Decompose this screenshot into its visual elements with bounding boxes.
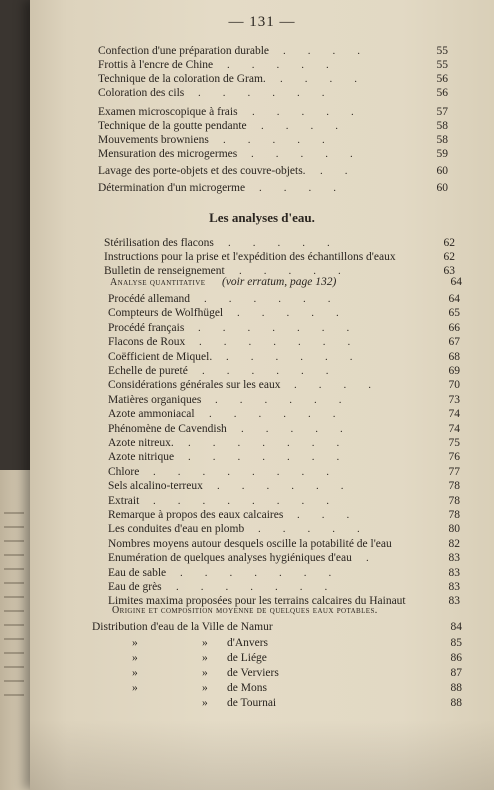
subhead-quantitative <box>110 275 490 289</box>
toc-entry-title: Echelle de pureté <box>108 365 188 377</box>
toc-entry-row <box>108 321 470 335</box>
leader-dots: . . . <box>297 509 350 521</box>
leader-dots: . . . . <box>259 182 336 194</box>
toc-entry-page-number: 77 <box>448 465 460 478</box>
leader-dots: . . . . . . . <box>188 451 340 464</box>
ditto-mark: » <box>132 652 138 664</box>
leader-dots: . . . . . <box>239 265 341 277</box>
leader-dots <box>420 594 424 608</box>
toc-entry-page-number: 74 <box>448 422 460 435</box>
leader-dots: . . . . . . <box>198 87 325 99</box>
toc-entry-title: Mensuration des microgermes <box>98 148 238 160</box>
leader-dots: . . . . . <box>251 148 353 160</box>
toc-entry-title: Azote nitreux. <box>108 437 174 449</box>
distribution-page-number: 88 <box>450 697 462 709</box>
toc-entry-page-number: 83 <box>448 581 460 593</box>
distribution-row <box>92 681 472 695</box>
toc-entry-row <box>108 508 470 522</box>
page-number: — 131 — <box>228 14 296 30</box>
toc-entry-page-number: 67 <box>448 336 460 349</box>
toc-entry-row <box>108 551 470 565</box>
toc-entry-page-number: 60 <box>436 182 448 194</box>
leader-dots: . . . . . <box>223 134 325 146</box>
toc-entry-page-number: 60 <box>436 165 448 177</box>
toc-entry-row <box>98 133 458 147</box>
leader-dots: . . . . <box>261 120 338 132</box>
toc-entry-row <box>108 566 470 580</box>
toc-entry-title: Limites maxima proposées pour les terrains calcaires du Hainaut <box>108 595 406 608</box>
leader-dots: . . . . . . . <box>199 336 351 349</box>
toc-entry-row <box>108 494 470 508</box>
toc-entry-page-number: 69 <box>448 365 460 377</box>
toc-entry-title: Détermination d'un microgerme <box>98 182 246 194</box>
distribution-row <box>92 636 472 650</box>
distribution-page-number: 87 <box>450 667 462 679</box>
leader-dots: . . . . . . . <box>176 581 328 593</box>
leader-dots: . . . . . <box>237 307 339 320</box>
ditto-mark: » <box>202 682 208 694</box>
toc-entry-title: Procédé allemand <box>108 293 191 305</box>
toc-entry-page-number: 63 <box>443 265 455 277</box>
leader-dots: . . . . . . <box>204 293 331 305</box>
toc-entry-title: Eau de grès <box>108 581 162 593</box>
toc-entry-page-number: 59 <box>436 148 448 160</box>
toc-entry-title: Sels alcalino-terreux <box>108 480 203 493</box>
subhead-origin: Origine et composition moyenne de quelques eaux potables. <box>112 605 378 616</box>
distribution-page-number: 88 <box>450 682 462 694</box>
distribution-city: d'Anvers <box>227 637 269 649</box>
subhead-quantitative-label: Analyse quantitative <box>110 277 206 288</box>
leader-dots <box>410 250 419 264</box>
toc-entry-page-number: 68 <box>448 350 460 363</box>
toc-entry-row <box>108 292 470 306</box>
toc-entry-row <box>108 306 470 320</box>
ditto-mark: » <box>202 652 208 664</box>
toc-entry-page-number: 78 <box>448 494 460 507</box>
toc-entry-row <box>98 147 458 161</box>
distribution-row <box>92 620 472 634</box>
toc-entry-title: Nombres moyens autour desquels oscille la potabilité de l'eau <box>108 537 392 550</box>
toc-entry-title: Matières organiques <box>108 393 202 406</box>
toc-entry-title: Compteurs de Wolfhügel <box>108 307 224 320</box>
toc-entry-title: Confection d'une préparation durable <box>98 45 269 57</box>
distribution-city: de Verviers <box>227 667 279 679</box>
distribution-row <box>92 696 472 710</box>
toc-entry-page-number: 64 <box>448 293 460 305</box>
distribution-title: Distribution d'eau de la Ville de Namur <box>92 621 273 633</box>
toc-entry-title: Les conduites d'eau en plomb <box>108 523 245 536</box>
toc-entry-title: Chlore <box>108 465 140 478</box>
toc-entry-title: Technique de la goutte pendante <box>98 120 247 132</box>
leader-dots: . . . . . <box>252 106 354 118</box>
toc-entry-row <box>98 164 458 178</box>
toc-entry-title: Enumération de quelques analyses hygiéniques d'eau <box>108 552 352 565</box>
toc-entry-row <box>108 335 470 349</box>
toc-entry-title: Procédé français <box>108 321 185 334</box>
page-bottom-shade <box>30 720 494 790</box>
toc-entry-page-number: 74 <box>448 408 460 421</box>
distribution-city: de Liége <box>227 652 267 664</box>
toc-entry-page-number: 55 <box>436 59 448 71</box>
book-page <box>30 0 494 790</box>
leader-dots: . . . . . . <box>215 393 342 406</box>
toc-entry-page-number: 62 <box>443 237 455 249</box>
left-page-marks <box>4 500 24 700</box>
toc-entry-page-number: 58 <box>436 120 448 132</box>
toc-entry-page-number: 82 <box>448 537 460 550</box>
distribution-page-number: 85 <box>450 637 462 649</box>
toc-entry-page-number: 66 <box>448 321 460 334</box>
toc-entry-title: Eau de sable <box>108 566 167 579</box>
toc-entry-row <box>108 422 470 436</box>
toc-entry-title: Remarque à propos des eaux calcaires <box>108 509 284 521</box>
toc-entry-row <box>108 393 470 407</box>
leader-dots: . . . . . . <box>226 350 353 363</box>
subhead-quantitative-note: (voir erratum, page 132) <box>222 276 337 288</box>
toc-entry-title: Examen microscopique à frais <box>98 106 238 118</box>
toc-entry-page-number: 78 <box>448 480 460 493</box>
toc-entry-row <box>104 236 465 250</box>
toc-entry-row <box>98 119 458 133</box>
leader-dots: . <box>366 552 369 565</box>
toc-entry-row <box>108 522 470 536</box>
toc-entry-page-number: 56 <box>436 87 448 99</box>
leader-dots: . . . . . . <box>202 365 329 377</box>
toc-entry-row <box>98 44 458 58</box>
toc-entry-page-number: 83 <box>448 595 460 608</box>
toc-entry-row <box>108 407 470 421</box>
toc-entry-page-number: 62 <box>443 251 455 263</box>
toc-entry-title: Lavage des porte-objets et des couvre-objets. <box>98 165 306 177</box>
toc-entry-title: Frottis à l'encre de Chine <box>98 59 214 71</box>
ditto-mark: » <box>202 667 208 679</box>
toc-entry-title: Considérations générales sur les eaux <box>108 379 281 392</box>
distribution-city: de Tournai <box>227 697 277 709</box>
leader-dots: . . . . . . . <box>198 321 350 334</box>
ditto-mark: » <box>202 697 208 709</box>
toc-entry-page-number: 73 <box>448 393 460 406</box>
toc-entry-title: Extrait <box>108 494 140 507</box>
toc-entry-title: Bulletin de renseignement <box>104 265 225 277</box>
toc-entry-row <box>108 378 470 392</box>
toc-entry-page-number: 80 <box>448 523 460 536</box>
leader-dots: . . . . . . . . <box>153 465 329 478</box>
toc-entry-title: Azote ammoniacal <box>108 408 195 421</box>
toc-entry-row <box>98 105 458 119</box>
ditto-mark: » <box>202 637 208 649</box>
toc-entry-page-number: 58 <box>436 134 448 146</box>
toc-entry-page-number: 65 <box>448 307 460 320</box>
toc-entry-title: Stérilisation des flacons <box>104 237 214 249</box>
leader-dots: . . . . . . . <box>188 437 340 449</box>
toc-entry-row <box>108 537 470 551</box>
toc-entry-row <box>98 86 458 100</box>
toc-entry-row <box>108 364 470 378</box>
toc-entry-row <box>108 479 470 493</box>
toc-entry-row <box>108 350 470 364</box>
toc-entry-row <box>108 450 470 464</box>
distribution-page-number: 86 <box>450 652 462 664</box>
leader-dots <box>406 537 424 551</box>
toc-entry-title: Coëfficient de Miquel. <box>108 350 213 363</box>
toc-entry-row <box>108 465 470 479</box>
toc-entry-row <box>108 580 470 594</box>
toc-entry-title: Azote nitrique <box>108 451 175 464</box>
toc-entry-row <box>98 181 458 195</box>
toc-entry-page-number: 83 <box>448 552 460 565</box>
section-heading: Les analyses d'eau. <box>209 210 315 225</box>
leader-dots: . . . . <box>280 73 357 85</box>
leader-dots: . . . . . . <box>209 408 336 421</box>
leader-dots: . . . . . <box>227 59 329 71</box>
toc-entry-row <box>98 58 458 72</box>
toc-entry-page-number: 76 <box>448 451 460 464</box>
leader-dots: . . <box>320 165 348 177</box>
distribution-page-number: 84 <box>450 621 462 633</box>
toc-entry-page-number: 83 <box>448 566 460 579</box>
toc-entry-page-number: 57 <box>436 106 448 118</box>
toc-entry-row <box>98 72 458 86</box>
toc-entry-page-number: 75 <box>448 437 460 449</box>
toc-entry-title: Phénomène de Cavendish <box>108 422 227 435</box>
toc-entry-title: Mouvements browniens <box>98 134 209 146</box>
toc-entry-page-number: 55 <box>436 45 448 57</box>
subhead-quantitative-page: 64 <box>450 276 462 288</box>
leader-dots: . . . . <box>283 45 360 57</box>
leader-dots: . . . . . <box>241 422 343 435</box>
toc-entry-title: Instructions pour la prise et l'expédition des échantillons d'eaux <box>104 251 396 263</box>
toc-entry-title: Technique de la coloration de Gram. <box>98 73 266 85</box>
toc-entry-title: Coloration des cils <box>98 87 185 99</box>
ditto-mark: » <box>132 637 138 649</box>
leader-dots: . . . . . . <box>217 480 344 493</box>
toc-entry-row <box>104 250 465 264</box>
toc-entry-page-number: 78 <box>448 509 460 521</box>
distribution-row <box>92 651 472 665</box>
distribution-row <box>92 666 472 680</box>
leader-dots: . . . . . <box>228 237 330 249</box>
distribution-city: de Mons <box>227 682 267 694</box>
ditto-mark: » <box>132 682 138 694</box>
toc-entry-page-number: 70 <box>448 379 460 392</box>
toc-entry-row <box>108 436 470 450</box>
toc-entry-page-number: 56 <box>436 73 448 85</box>
leader-dots: . . . . . . . <box>180 566 332 579</box>
ditto-mark: » <box>132 667 138 679</box>
leader-dots: . . . . . . . . <box>153 494 329 507</box>
leader-dots: . . . . . <box>258 523 360 536</box>
leader-dots: . . . . <box>294 379 371 392</box>
toc-entry-title: Flacons de Roux <box>108 336 186 349</box>
